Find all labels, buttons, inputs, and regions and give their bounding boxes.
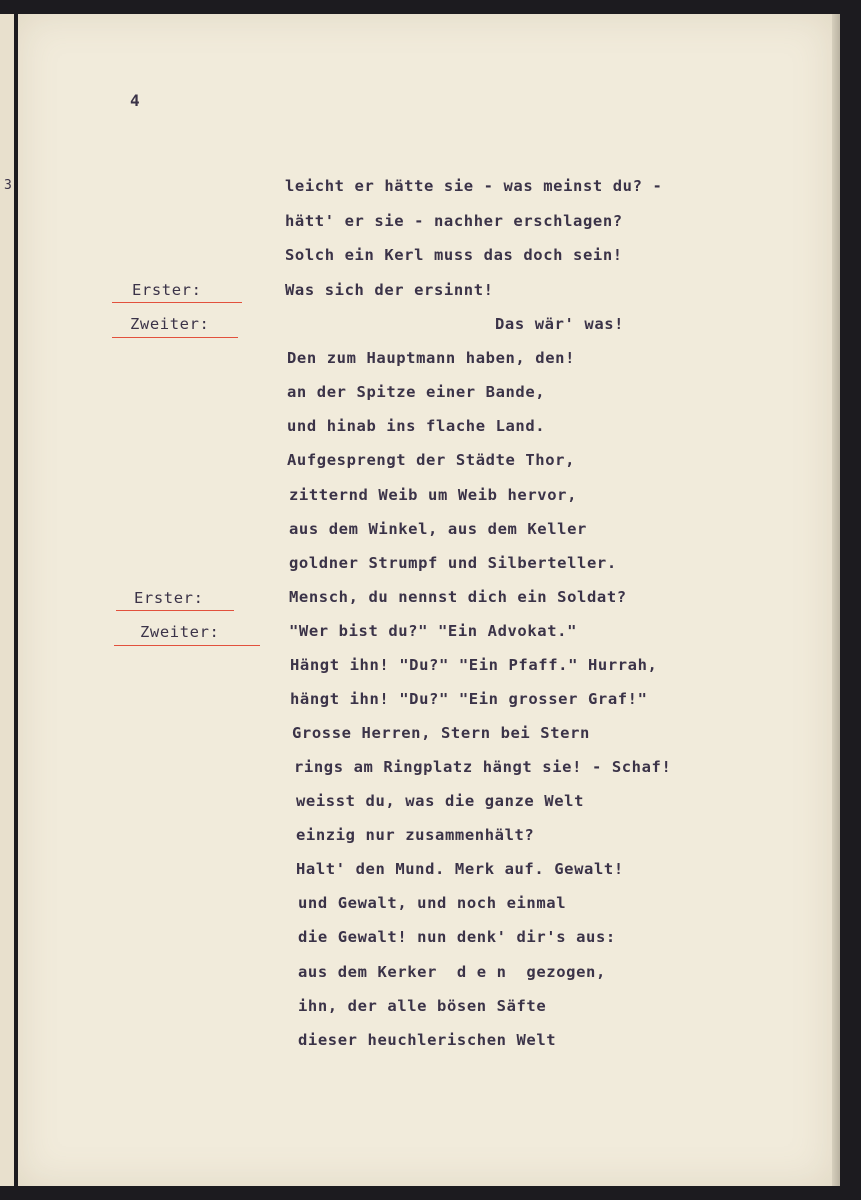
verse-line: aus dem Kerker d e n gezogen,: [298, 963, 606, 981]
speaker-label-erster: Erster:: [134, 589, 204, 607]
verse-line: Was sich der ersinnt!: [285, 281, 494, 299]
verse-line: hätt' er sie - nachher erschlagen?: [285, 212, 623, 230]
speaker-label-zweiter: Zweiter:: [130, 315, 210, 333]
verse-line: Das wär' was!: [495, 315, 625, 333]
page-edge-mark: 3: [4, 178, 12, 193]
verse-line: "Wer bist du?" "Ein Advokat.": [289, 622, 578, 640]
verse-line: und Gewalt, und noch einmal: [298, 894, 567, 912]
verse-line: an der Spitze einer Bande,: [287, 383, 546, 401]
verse-line: Solch ein Kerl muss das doch sein!: [285, 246, 623, 264]
verse-line: goldner Strumpf und Silberteller.: [289, 554, 617, 572]
verse-line: weisst du, was die ganze Welt: [296, 792, 585, 810]
verse-line: leicht er hätte sie - was meinst du? -: [285, 177, 663, 195]
speaker-underline: [114, 645, 260, 646]
speaker-label-zweiter: Zweiter:: [140, 623, 220, 641]
verse-line: hängt ihn! "Du?" "Ein grosser Graf!": [290, 690, 648, 708]
verse-line: Aufgesprengt der Städte Thor,: [287, 451, 576, 469]
verse-line: ihn, der alle bösen Säfte: [298, 997, 547, 1015]
page-stack-edge: [832, 14, 840, 1186]
speaker-underline: [112, 302, 242, 303]
verse-line: Hängt ihn! "Du?" "Ein Pfaff." Hurrah,: [290, 656, 658, 674]
verse-line: Grosse Herren, Stern bei Stern: [292, 724, 590, 742]
verse-line: rings am Ringplatz hängt sie! - Schaf!: [294, 758, 672, 776]
verse-line: aus dem Winkel, aus dem Keller: [289, 520, 587, 538]
verse-line: die Gewalt! nun denk' dir's aus:: [298, 928, 616, 946]
verse-line: einzig nur zusammenhält?: [296, 826, 535, 844]
verse-line: zitternd Weib um Weib hervor,: [289, 486, 578, 504]
verse-line: Mensch, du nennst dich ein Soldat?: [289, 588, 627, 606]
verse-line: und hinab ins flache Land.: [287, 417, 546, 435]
speaker-underline: [112, 337, 238, 338]
speaker-underline: [116, 610, 234, 611]
verse-line: Halt' den Mund. Merk auf. Gewalt!: [296, 860, 624, 878]
page-number: 4: [130, 91, 141, 110]
verse-line: Den zum Hauptmann haben, den!: [287, 349, 576, 367]
verse-line: dieser heuchlerischen Welt: [298, 1031, 557, 1049]
speaker-label-erster: Erster:: [132, 281, 202, 299]
